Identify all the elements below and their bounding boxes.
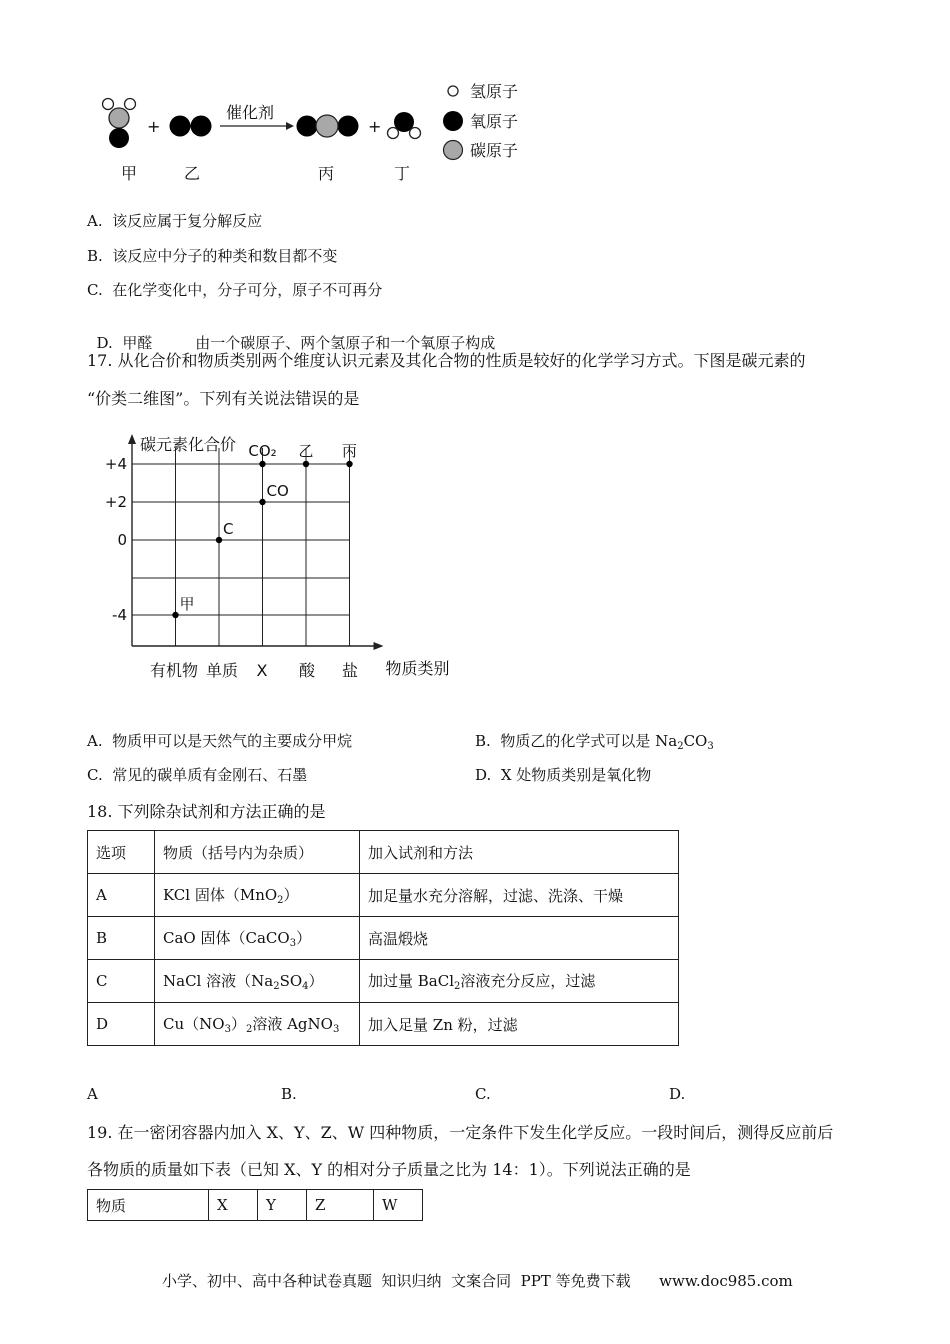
arrow-head — [286, 122, 294, 130]
row-method: 加过量 BaCl$_2$溶液充分反应，过滤 — [360, 960, 679, 1003]
table-row — [88, 874, 679, 917]
header-method: 加入试剂和方法 — [360, 831, 679, 874]
molecule-yi — [170, 116, 212, 137]
row-option: C — [88, 960, 155, 1003]
q18-answer-b: B. — [281, 1085, 297, 1103]
q18-answer-c: C. — [475, 1085, 491, 1103]
row-option: B — [88, 917, 155, 960]
data-point — [216, 537, 222, 543]
x-category-label: 酸 — [298, 661, 316, 680]
plus-sign-1: + — [147, 117, 161, 136]
row-method: 加入足量 Zn 粉，过滤 — [360, 1003, 679, 1046]
molecule-jia — [103, 99, 136, 149]
option-text: 物质乙的化学式可以是 $Na_2CO_3$ — [500, 732, 714, 752]
q17-option-a — [87, 730, 352, 751]
label-yi: 乙 — [184, 164, 201, 183]
x-category-label: 单质 — [205, 661, 239, 680]
catalyst-label: 催化剂 — [226, 103, 275, 122]
data-point — [303, 461, 309, 467]
q18-answer-a: A — [87, 1085, 98, 1103]
row-substance: NaCl 溶液$(Na_2SO_4)$ — [155, 960, 360, 1003]
table-header-row — [88, 1190, 423, 1221]
row-option: A — [88, 874, 155, 917]
legend-hydrogen: 氢原子 — [470, 82, 519, 101]
carbon-legend-icon — [444, 141, 463, 160]
label-ding: 丁 — [394, 164, 411, 183]
y-tick-label: -4 — [112, 606, 127, 624]
option-text: 甲醛 由一个碳原子、两个氢原子和一个氧原子构成 — [122, 334, 496, 352]
row-substance: CaO 固体（CaCO$_3$） — [155, 917, 360, 960]
molecule-bing — [297, 115, 359, 137]
data-point — [259, 461, 265, 467]
data-point-label: 乙 — [298, 442, 314, 460]
option-letter: D. — [96, 334, 113, 352]
option-letter: A. — [87, 732, 103, 750]
label-jia: 甲 — [121, 164, 138, 183]
header-option: 选项 — [88, 831, 155, 874]
data-point — [259, 499, 265, 505]
option-letter: B. — [87, 247, 103, 265]
y-tick-label: 0 — [117, 531, 127, 549]
data-point-label: C — [223, 520, 234, 538]
table-row — [88, 960, 679, 1003]
legend-carbon: 碳原子 — [470, 141, 519, 160]
table-header-row — [88, 831, 679, 874]
plus-sign-2: + — [368, 117, 382, 136]
row-substance: $Cu(NO_3)_2$溶液 AgNO$_3$ — [155, 1003, 360, 1046]
header-x: X — [209, 1190, 258, 1221]
label-bing: 丙 — [318, 164, 335, 183]
option-text: X 处物质类别是氧化物 — [500, 766, 652, 784]
x-category-label: 盐 — [341, 661, 359, 680]
q17-option-d — [475, 764, 651, 785]
option-letter: C. — [87, 766, 103, 784]
q16-option-a — [87, 210, 262, 231]
y-axis-arrow — [128, 434, 136, 444]
data-point — [346, 461, 352, 467]
legend-oxygen: 氧原子 — [470, 112, 519, 131]
x-axis-arrow — [374, 642, 384, 650]
row-option: D — [88, 1003, 155, 1046]
valence-class-chart — [95, 430, 455, 690]
header-substance: 物质（括号内为杂质） — [155, 831, 360, 874]
x-axis-label: 物质类别 — [385, 659, 450, 678]
header-z: Z — [307, 1190, 374, 1221]
data-point-label: CO₂ — [248, 442, 277, 460]
option-text: 该反应属于复分解反应 — [112, 212, 263, 230]
page-footer: 小学、初中、高中各种试卷真题 知识归纳 文案合同 PPT 等免费下载 www.doc985.com — [162, 1272, 793, 1290]
row-substance: KCl 固体（MnO$_2$） — [155, 874, 360, 917]
q17-option-c — [87, 764, 307, 785]
y-tick-label: +4 — [104, 455, 127, 473]
table-row — [88, 1003, 679, 1046]
data-point-label: 甲 — [179, 595, 195, 613]
table-row — [88, 917, 679, 960]
data-point-label: CO — [266, 482, 289, 500]
option-letter: D. — [475, 766, 492, 784]
q16-option-b — [87, 245, 337, 266]
option-text: 该反应中分子的种类和数目都不变 — [112, 247, 338, 265]
option-text: 在化学变化中，分子可分，原子不可再分 — [112, 281, 383, 299]
q16-option-c — [87, 279, 382, 300]
hydrogen-legend-icon — [448, 86, 458, 96]
x-category-label: 有机物 — [149, 661, 199, 680]
option-text: 物质甲可以是天然气的主要成分甲烷 — [112, 732, 353, 750]
q18-stem: 18. 下列除杂试剂和方法正确的是 — [87, 802, 326, 821]
q17-stem-line2: “价类二维图”。下列有关说法错误的是 — [87, 389, 360, 408]
row-method: 高温煅烧 — [360, 917, 679, 960]
q19-table — [87, 1189, 423, 1221]
q17-option-b — [475, 730, 714, 752]
q19-stem-line1: 19. 在一密闭容器内加入 X、Y、Z、W 四种物质，一定条件下发生化学反应。一段时间后，测得反应前后 — [87, 1123, 834, 1142]
option-letter: B. — [475, 732, 491, 750]
x-category-label: X — [256, 661, 268, 680]
header-y: Y — [258, 1190, 307, 1221]
option-letter: C. — [87, 281, 103, 299]
oxygen-legend-icon — [443, 111, 463, 131]
q17-stem-line1: 17. 从化合价和物质类别两个维度认识元素及其化合物的性质是较好的化学学习方式。下图是碳元素的 — [87, 351, 806, 370]
q18-table — [87, 830, 679, 1046]
option-letter: A. — [87, 212, 103, 230]
legend — [443, 82, 518, 160]
y-axis-label: 碳元素化合价 — [140, 435, 237, 454]
q19-stem-line2: 各物质的质量如下表（已知 X、Y 的相对分子质量之比为 14：1）。下列说法正确的是 — [87, 1160, 691, 1179]
row-method: 加足量水充分溶解，过滤、洗涤、干燥 — [360, 874, 679, 917]
header-substance: 物质 — [88, 1190, 209, 1221]
data-point — [172, 612, 178, 618]
q18-answer-d: D. — [669, 1085, 686, 1103]
molecule-ding — [388, 112, 421, 139]
y-tick-label: +2 — [104, 493, 127, 511]
data-point-label: 丙 — [341, 442, 358, 460]
header-w: W — [374, 1190, 423, 1221]
option-text: 常见的碳单质有金刚石、石墨 — [112, 766, 308, 784]
reaction-diagram — [90, 76, 540, 191]
